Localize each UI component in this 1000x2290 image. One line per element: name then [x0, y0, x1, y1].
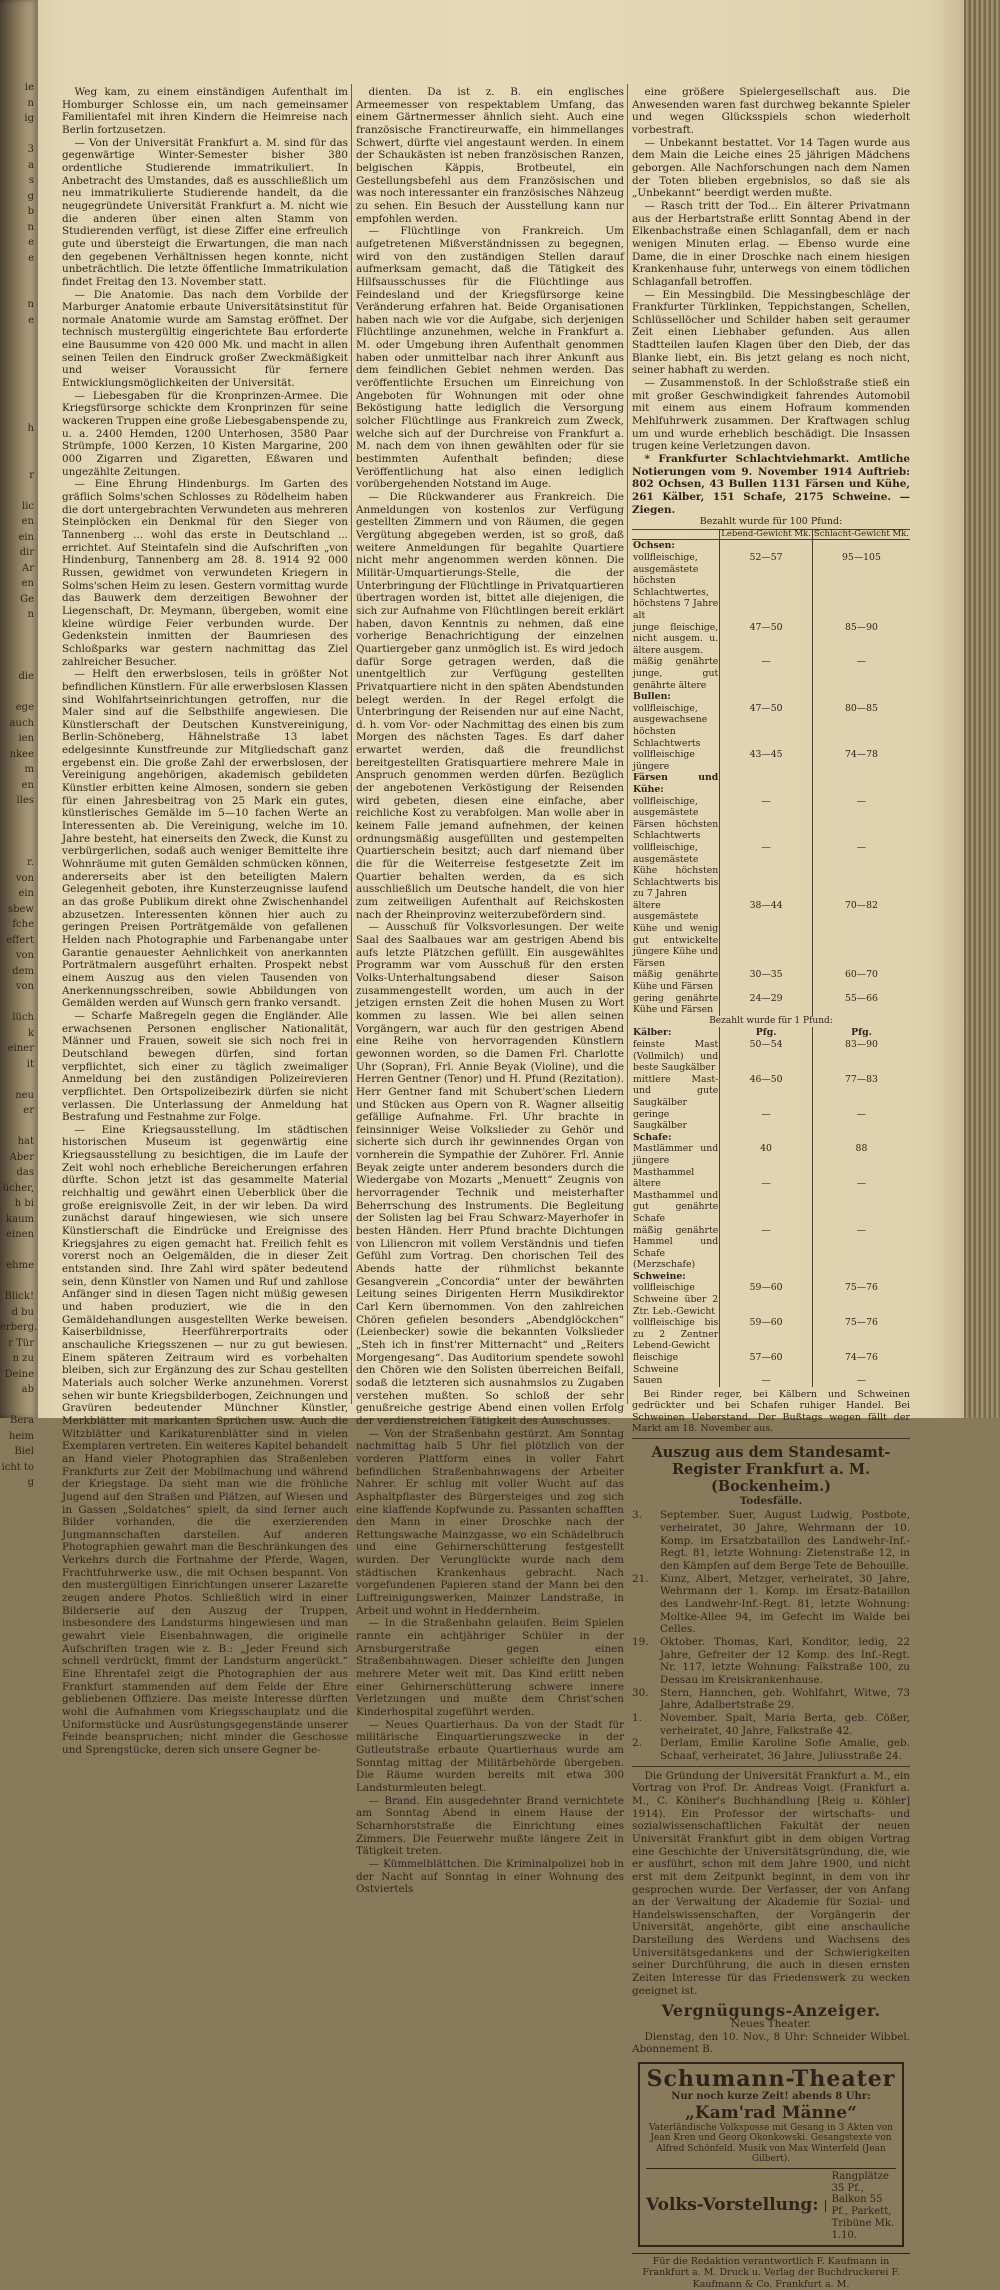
market-row: [632, 1074, 910, 1109]
ad-price-row: [646, 2168, 896, 2242]
slaughter-weight-price: —: [812, 1109, 910, 1132]
live-weight-price: 43—45: [720, 749, 813, 772]
entry-number: 30.: [632, 1686, 649, 1699]
fragment-line: [0, 344, 34, 360]
market-row: [632, 1016, 910, 1028]
article-paragraph: — Kümmelblättchen. Die Kriminalpolizei hob in der Nacht auf Sonntag in einer Wohnung des Ostviertels: [356, 1857, 624, 1896]
fragment-line: h: [27, 423, 34, 434]
theater-program: Dienstag, den 10. Nov., 8 Uhr: Schneider Wibbel. Abonnement B.: [632, 2030, 910, 2056]
market-row-label: vollfleischige jüngere: [633, 749, 695, 772]
live-weight-price: 40: [720, 1143, 813, 1178]
fragment-line: r.: [27, 857, 34, 868]
live-weight-price: 38—44: [720, 900, 813, 970]
live-weight-price: 30—35: [720, 969, 813, 992]
market-row: [632, 552, 910, 622]
market-row-label: Mastlämmer und jüngere Masthammel: [633, 1143, 719, 1178]
fragment-line: lles: [16, 795, 34, 806]
entry-text: Derlam, Emilie Karoline Sofie Amalie, geb. Schaaf, verheiratet, 36 Jahre, Juliusstraße 24.: [660, 1737, 910, 1762]
fragment-line: [0, 266, 34, 282]
market-row-label: ältere ausgemästete Kühe und wenig gut entwickelte jüngere Kühe und Färsen: [633, 899, 719, 969]
fragment-line: [0, 1072, 34, 1088]
slaughter-weight-price: 74—78: [812, 749, 910, 772]
article-paragraph: — Flüchtlinge von Frankreich. Um aufgetretenen Mißverständnissen zu begegnen, wird von den zuständigen Stellen darauf aufmerksam gemacht, daß die Tätigkeit des Hilfsausschusses für die Flüchtlinge aus Feindesland und der Kriegsfürsorge keine Veränderung erfahren hat. Beide Organisationen haben nach wie vor die Aufgabe, sich derjenigen Flüchtlinge anzunehmen, welche in Frankfurt a. M. oder Umgebung ihren Aufenthalt genommen haben oder unmittelbar nach ihrer Ankunft aus dem feindlichen Gebiet nehmen werden. Das veröffentlichte Ersuchen um Einreichung von Angeboten für Wohnungen mit oder ohne Beköstigung hatte lediglich die Versorgung solcher Flüchtlinge aus Frankreich zum Zweck, welche sich auf der Durchreise von Frankfurt a. M. nach dem von ihnen gewählten oder für sie bestimmten Aufenthalt befinden; diese Veröffentlichung hat also einen lediglich vorübergehenden Notstand im Auge.: [356, 225, 624, 491]
fragment-line: d bu: [11, 1306, 34, 1318]
fragment-line: [0, 359, 34, 375]
market-row: [632, 993, 910, 1016]
fragment-line: die: [18, 671, 34, 682]
column-rule: [627, 84, 628, 1404]
fragment-line: n: [27, 609, 34, 620]
article-paragraph: — Die Rückwanderer aus Frankreich. Die Anmeldungen von kostenlos zur Verfügung gestellten Zimmern und von Räumen, die gegen Vergütung abgegeben werden, ist so groß, daß weitere Anmeldungen für begahlte Quartiere nicht mehr angenommen werden können. Die Militär-Umquartierungs-Stelle, die der Unterbringung der Flüchtlinge in Privatquartieren übertragen worden ist, bittet alle diejenigen, die sich zur Aufnahme von Flüchtlingen bereit erklärt haben, davon Kenntnis zu nehmen, daß eine vorherige Benachrichtigung der einzelnen Quartiergeber ganz unmöglich ist. Es wird jedoch dafür Sorge getragen werden, daß die unentgeltlich zur Verfügung gestellten Privatquartiere nicht in den späten Abendstunden belegt werden. In der Regel erfolgt die Unterbringung der Reisenden nur auf eine Nacht, d. h. vom Vor- oder Nachmittag des einen bis zum Morgen des nächsten Tages. Es darf daher erwartet werden, daß die freundlichst bereitgestellten Gratisquartiere mehrere Male in Anspruch genommen werden dürfen. Bezüglich der angebotenen Verköstigung der Reisenden wird gebeten, diesen eine einfache, aber reichliche Kost zu verabfolgen. Man wolle aber in keinem Falle jemand aufnehmen, der keinen ordnungsmäßig ausgefüllten und gestempelten Quartierschein besitzt; auch darf niemand über die für die Weiterreise festgesetzte Zeit im Quartier behalten werden, da es sich ausschließlich um Deutsche handelt, die von hier zum zeitweiligen Aufenthalt auf Reichskosten nach der Rheinprovinz weiterzubefördern sind.: [356, 491, 624, 921]
fragment-line: [0, 623, 34, 639]
fragment-line: [0, 282, 34, 298]
fragment-line: er: [23, 1105, 34, 1116]
live-weight-price: —: [720, 1375, 813, 1387]
slaughter-weight-price: [812, 772, 910, 795]
slaughter-weight-price: 55—66: [812, 993, 910, 1016]
death-entry: [632, 1509, 910, 1572]
market-row: [632, 691, 910, 703]
fragment-line: ücher,: [2, 1182, 34, 1194]
fragment-line: nkee: [9, 748, 34, 760]
header-live-weight: Lebend-Gewicht Mk.: [721, 528, 811, 539]
market-row-label: fleischige Schweine: [633, 1352, 679, 1375]
slaughter-weight-price: 77—83: [812, 1074, 910, 1109]
market-row-label: ältere Masthammel und gut genährte Schafe: [633, 1178, 719, 1224]
fragment-line: n zu: [12, 1353, 34, 1364]
university-book-note: Die Gründung der Universität Frankfurt a. M., ein Vortrag von Prof. Dr. Andreas Voigt. (Frankfurt a. M., C. Köniher's Buchhandlung [Reig u. Köhler] 1914). Ein Professor der wirtschafts- und sozialwissenschaftlichen Fakultät der neuen Universität Frankfurt gibt in dem obigen Vortrag eine Geschichte der Universitätsgründung, die, wie er ausführt, schon mit dem Jahre 1900, und nicht erst mit dem Zeitpunkt beginnt, in dem von ihr gesprochen wurde. Der Verfasser, der von Anfang an der Verwaltung der Akademie für Sozial- und Handelswissenschaften, der Vorgängerin der Universität, angehörte, gibt eine anschauliche Darstellung des Werdens und Wachsens des Universitätsgedankens und der Schwierigkeiten seiner Durchführung, die auch in diesen ernsten Zeiten Interesse für das Friedenswerk zu wecken geeignet ist.: [632, 1769, 910, 1997]
entry-text: September. Suer, August Ludwig, Postbote, verheiratet, 30 Jahre, Wehrmann der 10. Komp. im Ersatzbataillon des Landwehr-Inf.-Regt. 81, letzte Wohnung: Zietenstraße 12, in den Kämpfen auf dem Berge Tete de Behouille.: [660, 1509, 910, 1573]
fragment-line: Biel: [14, 1446, 34, 1457]
fragment-line: [0, 1243, 34, 1259]
fragment-line: n: [27, 221, 34, 233]
fragment-line: dem: [12, 965, 34, 977]
slaughter-weight-price: 74—76: [812, 1352, 910, 1375]
fragment-line: das: [16, 1167, 34, 1178]
market-row: [632, 842, 910, 900]
market-row-label: mäßig genährte Hammel und Schafe (Merzschafe): [633, 1224, 719, 1271]
market-row-label: vollfleischige, ausgemästete höchsten Schlachtwertes, höchstens 7 Jahre alt: [633, 552, 719, 622]
fragment-line: lüch: [12, 1012, 34, 1023]
fragment-line: Aber: [9, 1151, 34, 1163]
market-row: [632, 1225, 910, 1271]
article-paragraph: — Von der Straßenbahn gestürzt. Am Sonntag nachmittag halb 5 Uhr fiel plötzlich von der vorderen Plattform eines in voller Fahrt befindlichen Straßenbahnwagens der Arbeiter Nahrer. Er schlug mit voller Wucht auf das Asphaltpflaster des Bürgersteiges und zog sich eine klaffende Kopfwunde zu. Passanten schafften den Mann in einer Droschke nach der Rettungswache Mainzgasse, wo ein Schädelbruch und eine Gehirnerschütterung festgestellt wurden. Der Verunglückte wurde nach dem städtischen Krankenhaus gebracht. Nach vorgefundenen Papieren stand der Mann bei den Luftreinigungswerken, Mainzer Landstraße, in Arbeit und wohnt in Heddernheim.: [356, 1427, 624, 1617]
live-weight-price: 52—57: [720, 552, 813, 622]
fragment-line: Ar: [21, 562, 34, 574]
column-rule: [351, 84, 352, 1404]
article-paragraph: — Ausschuß für Volksvorlesungen. Der weite Saal des Saalbaues war am gestrigen Abend bis aufs letzte Plätzchen gefüllt. Ein ausgewähltes Programm war vom Ausschuß für den ersten Volks-Unterhaltungsabend dieser Saison zusammengestellt worden, um auch in der jetzigen ernsten Zeit die hohen Musen zu Wort kommen zu lassen. Wie bei allen seinen Vorgängern, war auch für den gestrigen Abend eine Reihe von hervorragenden Künstlern gewonnen worden, so die Damen Frl. Charlotte Uhr (Sopran), Frl. Annie Beyak (Violine), und die Herren Gentner (Tenor) und H. Pfund (Rezitation). Herr Gentner fand mit Schubert'schen Liedern und Stücken aus Opern von R. Wagner allseitig gefällige Aufnahme. Frl. Uhr brachte in feinsinniger Weise Volkslieder zu Gehör und sicherte sich durch ihr gewinnendes Organ von vornherein die Sympathie der Zuhörer. Frl. Annie Beyak zeigte unter anderem besonders durch die Wiedergabe von Mozarts „Menuett“ Zeugnis von hervorragender Technik und meisterhafter Beherrschung des Instruments. Die Begleitung der Solisten lag bei Frau Schwarz-Mayerhofer in besten Händen. Herr Pfund brachte Dichtungen von Liliencron mit vollem Verständnis und tiefen Gefühl zum Vortrag. Den chorischen Teil des Abends hatte der rühmlichst bekannte Gesangverein „Concordia“ unter der bewährten Leitung seines Dirigenten Herrn Musikdirektor Carl Kern übernommen. Von den zahlreichen Chören gefielen besonders „Abendglöckchen“ (Leienbecker) sowie die bekannten Volkslieder „Steh ich in finst'rer Mitternacht“ und „Reiters Morgengesang“. Das Auditorium spendete sowohl den Chören wie den Solisten überreichen Beifall, sodaß die letzteren sich ausnahmslos zu Zugaben verstehen mußten. So schloß der sehr genußreiche gestrige Abend einen vollen Erfolg der verdienstreichen Tätigkeit des Ausschusses.: [356, 921, 624, 1427]
fragment-line: b: [27, 206, 34, 217]
ad-play-title: „Kam'rad Männe“: [685, 2102, 857, 2123]
article-paragraph: — Helft den erwerbslosen, teils in größter Not befindlichen Künstlern. Für alle erwerbslosen Klassen sind Wohlfahrtseinrichtungen getroffen, nur die Maler sind auf die Selbsthilfe angewiesen. Die Künstlerschaft der Deutschen Kunstvereinigung, Berlin-Schöneberg, Hähnelstraße 13 labet edelgesinnte Kunstfreunde zur Mitgliedschaft ganz ergebenst ein. Die große Zahl der erwerbslosen, der Vereinigung angehörigen, akademisch gebildeten Künstler erbitten keine Almosen, sondern sie geben für einen Jahresbeitrag von 25 Mark ein gutes, künstlerisches Gemälde im 5—10 fachen Werte an Interessenten ab. Die Vereinigung, welche im 10. Jahre besteht, hat einerseits den Zweck, die Kunst zu verbürgerlichen, sodaß auch weniger Bemittelte ihre Wohnräume mit guten Gemälden schmücken können, andererseits aber ist den beteiligten Malern Gelegenheit geboten, ihre Kunsterzeugnisse laufend an das große Publikum direkt ohne Zwischenhandel abzusetzen. Interessenten können hier auch zu geringen Preisen Porträtgemälde von gefallenen Helden nach Photographie und Farbenangabe unter Garantie genauester Aehnlichkeit von anerkannten Porträtmalern ausgeführt erhalten. Prospekt nebst einem Auszug aus den vielen Tausenden von Anerkennungsschreiben, sowie Abbildungen von Gemälden werden auf Wunsch gern franko versandt.: [62, 668, 348, 1010]
fragment-line: a: [28, 159, 34, 171]
market-row: [632, 703, 910, 749]
fragment-line: ien: [18, 733, 34, 744]
fragment-line: [0, 685, 34, 701]
fragment-line: ege: [15, 702, 34, 713]
market-row-label: mittlere Mast- und gute Saugkälber: [633, 1073, 719, 1108]
previous-page-fragment: [0, 80, 38, 1488]
fragment-line: dir: [19, 547, 34, 558]
market-table-header: [632, 529, 910, 540]
slaughter-weight-price: 70—82: [812, 900, 910, 970]
amusements-title: Vergnügungs-Anzeiger.: [661, 2001, 881, 2021]
live-weight-price: 24—29: [720, 993, 813, 1016]
fragment-line: Bera: [9, 1415, 34, 1426]
market-row-label: Ochsen:: [633, 540, 675, 552]
fragment-line: k: [27, 1027, 34, 1039]
market-row: [632, 1282, 910, 1317]
market-row-label: Färsen und Kühe:: [633, 772, 719, 795]
slaughter-weight-price: 85—90: [812, 622, 910, 657]
slaughter-weight-price: 75—76: [812, 1317, 910, 1352]
fragment-line: s: [28, 175, 34, 186]
live-weight-price: 59—60: [720, 1282, 813, 1317]
entry-text: Stern, Hannchen, geb. Wohlfahrt, Witwe, 73 Jahre, Adalbertstraße 29.: [660, 1686, 910, 1712]
ad-title: Schumann-Theater: [646, 2066, 896, 2093]
fragment-line: e: [28, 314, 34, 326]
fragment-line: ie: [24, 82, 34, 93]
live-weight-price: —: [720, 656, 813, 691]
registry-title: Auszug aus dem Standesamt-Register Frankfurt a. M. (Bockenheim.): [651, 1443, 891, 1495]
market-row: [632, 969, 910, 992]
live-weight-price: —: [720, 796, 813, 842]
fragment-line: [0, 840, 34, 856]
schumann-theater-ad: [638, 2062, 904, 2247]
fragment-line: von: [15, 872, 34, 884]
article-paragraph: — Zusammenstoß. In der Schloßstraße stieß ein mit großer Geschwindigkeit fahrendes Automobil mit einem aus einem Hofraum kommenden Mehlfuhrwerk zusammen. Der Kraftwagen schlug um und wurde erheblich beschädigt. Die Insassen trugen keine Verletzungen davon.: [632, 377, 910, 453]
fragment-line: erberg.: [0, 1322, 38, 1333]
fragment-line: ein: [18, 888, 34, 899]
fragment-line: sbew: [7, 903, 34, 915]
market-row: [632, 1132, 910, 1144]
header-slaughter-weight: Schlacht-Gewicht Mk.: [813, 528, 909, 539]
death-entry: [632, 1573, 910, 1636]
fragment-line: e: [28, 252, 34, 264]
fragment-line: [0, 1398, 34, 1414]
fragment-line: [0, 824, 34, 840]
fragment-line: en: [21, 578, 34, 589]
market-row-label: Sauen: [633, 1375, 663, 1387]
market-row: [632, 1109, 910, 1132]
entry-text: Oktober. Thomas, Karl, Konditor, ledig, 22 Jahre, Gefreiter der 12 Komp. des Inf.-Regt. Nr. 117, letzte Wohnung: Falkstraße 100, zu Dessau im Kreiskrankenhause.: [660, 1636, 910, 1686]
fragment-line: einer: [7, 1043, 34, 1054]
fragment-line: it: [26, 1058, 34, 1070]
fragment-line: effert: [6, 934, 34, 946]
fragment-line: lic: [22, 500, 34, 512]
fragment-line: ehme: [6, 1260, 34, 1271]
slaughter-weight-price: —: [812, 842, 910, 900]
fragment-line: [0, 1274, 34, 1290]
theater-name: Neues Theater.: [730, 2018, 812, 2031]
registry-list: [632, 1509, 910, 1762]
slaughter-weight-price: [812, 1132, 910, 1144]
imprint: Für die Redaktion verantwortlich F. Kaufmann in Frankfurt a. M. Druck u. Verlag der Buchdruckerei F. Kaufmann & Co. Frankfurt a. M.: [632, 2253, 910, 2290]
fragment-line: [0, 375, 34, 391]
death-entry: [632, 1687, 910, 1712]
column-2: [356, 86, 624, 1896]
fragment-line: icht to: [1, 1461, 34, 1473]
entry-text: Kunz, Albert, Metzger, verheiratet, 30 Jahre, Wehrmann der 1. Komp. im Ersatz-Bataillon des Landwehr-Inf.-Regt. 81, letzte Wohnung: Moltke-Allee 94, im Gefecht im Walde bei Celles.: [660, 1572, 910, 1636]
divider: [632, 1766, 910, 1767]
fragment-line: heim: [8, 1430, 34, 1442]
article-paragraph: — Neues Quartierhaus. Da von der Stadt für militärische Einquartierungszwecke in der Gutleutstraße erbaute Quartierhaus wurde am Sonntag mittag der Militärbehörde übergeben. Die Räume wurden bereits mit etwa 300 Landsturmleuten belegt.: [356, 1718, 624, 1794]
market-row: [632, 1352, 910, 1375]
fragment-line: g: [27, 1477, 34, 1488]
column-3: [632, 86, 910, 2290]
market-row-label: vollfleischige, ausgemästete Färsen höchsten Schlachtwerts: [633, 795, 719, 842]
ad-tagline: Nur noch kurze Zeit! abends 8 Uhr:: [671, 2091, 871, 2103]
market-row: [632, 796, 910, 842]
slaughter-weight-price: 60—70: [812, 969, 910, 992]
ad-description: Vaterländische Volksposse mit Gesang in 3 Akten von Jean Kren und Georg Okonkowski. Gesangstexte von Alfred Schönfeld. Musik von Max Winterfeld (Jean Gilbert).: [648, 2122, 894, 2165]
fragment-line: Deine: [4, 1368, 34, 1380]
slaughter-weight-price: —: [812, 656, 910, 691]
fragment-line: neu: [15, 1089, 34, 1101]
market-row: [632, 1143, 910, 1178]
slaughter-weight-price: [812, 540, 910, 552]
market-row-label: vollfleischige, ausgewachsene höchsten Schlachtwerts: [633, 702, 708, 749]
article-paragraph: — Brand. Ein ausgedehnter Brand vernichtete am Sonntag Abend in einem Hause der Scharnhorststraße die Einrichtung eines Zimmers. Die Feuerwehr mußte längere Zeit in Tätigkeit treten.: [356, 1794, 624, 1858]
live-weight-price: [720, 1132, 813, 1144]
fragment-line: ab: [21, 1384, 34, 1395]
market-row-label: geringe Saugkälber: [633, 1108, 687, 1132]
page-edge: [964, 0, 1000, 1418]
live-weight-price: Pfg.: [720, 1027, 813, 1039]
slaughter-weight-price: [812, 691, 910, 703]
fragment-line: en: [21, 516, 34, 527]
live-weight-price: 57—60: [720, 1352, 813, 1375]
live-weight-price: —: [720, 1178, 813, 1224]
live-weight-price: 47—50: [720, 703, 813, 749]
fragment-line: en: [21, 779, 34, 791]
market-row-label: vollfleischige Schweine über 2 Ztr. Leb.-Gewicht: [633, 1282, 719, 1317]
slaughter-weight-price: —: [812, 1375, 910, 1387]
market-row-label: feinste Mast (Vollmilch) und beste Saugkälber: [633, 1039, 719, 1074]
fragment-line: ig: [24, 113, 34, 124]
live-weight-price: [720, 1271, 813, 1283]
local-news-list: [632, 86, 910, 453]
article-paragraph: Weg kam, zu einem einständigen Aufenthalt im Homburger Schlosse ein, um nach gemeinsamer Familientafel mit ihren Kindern die Heimreise nach Berlin fortzusetzen.: [62, 86, 348, 136]
article-paragraph: — Eine Ehrung Hindenburgs. Im Garten des gräflich Solms'schen Schlosses zu Rödelheim haben die dort untergebrachten Verwundeten aus mehreren Steinplöcken ein Denkmal für den Sieger von Tannenberg ... wohl das erste in Deutschland ... errichtet. Auf Steintafeln sind die Aufschriften „von Hindenburg, Tannenberg am 28. 8. 1914 92 000 Russen, gewidmet von verwundeten Kriegern in Solms'schen Heim zu lesen. Gestern vormittag wurde das Bauwerk dem derzeitigen Bewohner der Liegenschaft, Dr. Meymann, übergeben, womit eine kleine würdige Feier verbunden wurde. Der Gedenkstein inmitten der Baumriesen des Schloßparks war gestern nachmittag das Ziel zahlreicher Besucher.: [62, 478, 348, 668]
entry-number: 19.: [632, 1636, 649, 1649]
market-row-label: Bullen:: [633, 691, 671, 703]
entry-text: November. Spalt, Maria Berta, geb. Cößer, verheiratet, 40 Jahre, Falkstraße 42.: [660, 1711, 910, 1737]
registry-subtitle: Todesfälle.: [739, 1494, 803, 1507]
death-entry: [632, 1712, 910, 1737]
article-paragraph: — Eine Kriegsausstellung. Im städtischen historischen Museum ist gegenwärtig eine Kriegsausstellung zu besichtigen, die im Laufe der Zeit wohl noch erhebliche Bereicherungen erfahren dürfte. Schon jetzt ist das gesammelte Material reichhaltig und gewährt einen Ueberblick über die große ereignisvolle Zeit, in der wir leben. Da wird zunächst darauf hingewiesen, wie sich unsere Künstlerschaft die Eindrücke und Ereignisse des Kriegsjahres zu eigen gemacht hat. Freilich fehlt es vorerst noch an Oelgemälden, die in dieser Zeit entstanden sind. Ihre Zahl wird später bedeutend sein, denn Künstler von Namen und Ruf und zahllose Anfänger sind in diesen Tagen nicht müßig gewesen und haben produziert, wie die in den Gemäldehandlungen ausgestellten Werke beweisen. Kaiserbildnisse, Heerführerportraits oder anschauliche Kriegsszenen — nur zu gut bewiesen. Einem späteren Zeitraum wird es vorbehalten bleiben, sich zur Ergänzung des zur Schau gestellten Materials auch solcher Werke anzunehmen. Vorerst sehen wir bunte Kriegsbilderbogen, Zeichnungen und Gravüren bedeutender Münchner Künstler, Merkblätter mit markanten Sprüchen usw. Auch die Witzblätter und Karikaturenblätter sind in vielen Exemplaren vertreten. Ein weiteres Kapitel behandelt an Hand vieler Photographien das Straßenleben Frankfurts zur Zeit der Mobilmachung und während der Kriegstage. Da sieht man wie die fröhliche Jugend auf den Straßen und Plätzen, auf Wiesen und in Gassen „Soldatches“ spielt, da sind ferner auch Bilder vorhanden, die die exerzierenden Jungmannschaften darstellen. Auf anderen Photographien gewahrt man die Beschränkungen des Verkehrs durch die Fortnahme der Pferde, Wagen, Frachtfuhrwerke usw., die mit Ochsen bespannt. Von den mustergültigen Einrichtungen unserer Lazarette zeugen andere Photos. Schließlich wird in einer Bilderserie auf den Auszug der Truppen, insbesondere des Landsturms hingewiesen und man gewahrt viele Eisenbahnwagen, die originelle Aufschriften tragen wie z. B.: „Jeder Freund sich schnell verdrückt, fimmt der Landsturm angerückt.“ Eine Ehrentafel zeigt die Photographien der aus Frankfurt stammenden auf dem Felde der Ehre gebliebenen Offiziere. Das meiste Interesse dürften wohl die Aufnahmen vom Kriegsschauplatz und die Uniformstücke und Ausrüstungsgegenstände unserer Feinde beanspruchen; nicht minder die Geschosse und Sprengstücke, deren sich unsere Gegner be-: [62, 1123, 348, 1756]
fragment-line: r Tür: [8, 1337, 34, 1349]
slaughter-weight-price: —: [812, 1178, 910, 1224]
fragment-line: [0, 638, 34, 654]
market-row-label: Kälber:: [633, 1027, 672, 1039]
market-title: * Frankfurter Schlachtviehmarkt. Amtliche Notierungen vom 9. November 1914 Auftrieb: 802 Ochsen, 43 Bullen 1131 Färsen und Kühe, 261 Kälber, 151 Schafe, 2175 Schweine. — Ziegen.: [632, 453, 910, 516]
fragment-line: h bi: [14, 1198, 34, 1209]
fragment-line: [0, 1119, 34, 1135]
market-row-label: Schweine:: [633, 1270, 686, 1282]
fragment-line: e: [28, 237, 34, 248]
fragment-line: hat: [17, 1136, 34, 1147]
fragment-line: [0, 390, 34, 406]
entry-number: 1.: [632, 1711, 642, 1724]
fragment-line: [0, 654, 34, 670]
divider: [632, 1438, 910, 1439]
article-paragraph: eine größere Spielergesellschaft aus. Die Anwesenden waren fast durchweg bekannte Spieler und wegen Glücksspiels schon wiederholt vorbestraft.: [632, 86, 910, 136]
live-weight-price: —: [720, 842, 813, 900]
market-row-label: vollfleischige, ausgemästete Kühe höchsten Schlachtwerts bis zu 7 Jahren: [633, 841, 719, 900]
market-row: [632, 1271, 910, 1283]
slaughter-weight-price: —: [812, 796, 910, 842]
article-paragraph: — Von der Universität Frankfurt a. M. sind für das gegenwärtige Winter-Semester bisher 380 ordentliche Studierende immatrikuliert. In Anbetracht des Umstandes, daß es ausschließlich um neu immatrikulierte Studierende handelt, da die neugegründete Universität Frankfurt a. M. nicht wie die anderen über einen alten Stamm von Studierenden verfügt, ist diese Ziffer eine erfreulich gute und übersteigt die Erwartungen, die man nach den gegebenen Verhältnissen hegen konnte, nicht unbeträchtlich. Die letzte öffentliche Immatrikulation findet Freitag den 13. November statt.: [62, 136, 348, 288]
market-row-label: mäßig genährte Kühe und Färsen: [633, 969, 719, 993]
fragment-line: [0, 127, 34, 143]
fragment-line: ein: [18, 531, 34, 543]
fragment-line: kaum: [6, 1213, 34, 1225]
market-paid-note: Bezahlt wurde für 100 Pfund:: [699, 516, 843, 528]
slaughter-weight-price: 88: [812, 1143, 910, 1178]
market-row: [632, 772, 910, 795]
market-row-label: Schafe:: [633, 1131, 672, 1143]
live-weight-price: 50—54: [720, 1039, 813, 1074]
death-entry: [632, 1737, 910, 1762]
fragment-line: von: [15, 950, 34, 961]
article-paragraph: — Die Anatomie. Das nach dem Vorbilde der Marburger Anatomie erbaute Universitätsinstitut für normale Anatomie wurde am Samstag eröffnet. Der technisch mustergültig eingerichtete Bau erforderte eine Bausumme von 420 000 Mk. und macht in allen seinen Teilen den Eindruck großer Zweckmäßigkeit und weiser Voraussicht für fernere Entwicklungsmöglichkeiten der Universität.: [62, 288, 348, 390]
market-row: [632, 749, 910, 772]
market-row: [632, 900, 910, 970]
fragment-line: Ge: [20, 593, 34, 605]
market-row-label: Bezahlt wurde für 1 Pfund:: [709, 1015, 833, 1026]
fragment-line: [0, 452, 34, 468]
fragment-line: [0, 406, 34, 422]
market-row-label: gering genährte Kühe und Färsen: [633, 992, 719, 1016]
slaughter-weight-price: 75—76: [812, 1282, 910, 1317]
market-row-label: vollfleischige bis zu 2 Zentner Lebend-Gewicht: [633, 1317, 719, 1352]
fragment-line: m: [24, 764, 34, 775]
live-weight-price: 47—50: [720, 622, 813, 657]
market-row-label: mäßig genährte junge, gut genährte ältere: [633, 656, 719, 691]
slaughter-weight-price: Pfg.: [812, 1027, 910, 1039]
slaughter-weight-price: —: [812, 1225, 910, 1271]
fragment-line: Blick!: [4, 1291, 34, 1302]
article-paragraph: — In die Straßenbahn gelaufen. Beim Spielen rannte ein achtjähriger Schüler in der Arnsburgerstraße gegen einen Straßenbahnwagen. Dieser schleifte den Jungen mehrere Meter weit mit. Das Kind erlitt neben einer Gehirnerschütterung schwere innere Verletzungen und mußte dem Christ'schen Kinderhospital zugeführt werden.: [356, 1617, 624, 1718]
ad-volks-label: Volks-Vorstellung:: [646, 2200, 826, 2212]
fragment-line: auch: [9, 717, 34, 729]
fragment-line: [0, 809, 34, 825]
fragment-line: einen: [6, 1229, 34, 1240]
slaughter-weight-price: 80—85: [812, 703, 910, 749]
live-weight-price: —: [720, 1109, 813, 1132]
article-paragraph: — Unbekannt bestattet. Vor 14 Tagen wurde aus dem Main die Leiche eines 25 jährigen Mädchens geborgen. Alle Nachforschungen nach dem Namen der Toten blieben ergebnislos, so daß sie als „Unbekannt“ beerdigt werden mußte.: [632, 136, 910, 200]
fragment-line: [0, 437, 34, 453]
ad-prices: Rangplätze 35 Pf., Balkon 55 Pf., Parkett, Tribüne Mk. 1.10.: [831, 2170, 895, 2241]
live-weight-price: [720, 772, 813, 795]
market-row: [632, 1375, 910, 1387]
fragment-line: [0, 483, 34, 499]
entry-number: 3.: [632, 1509, 642, 1522]
market-footnote: Bei Rinder reger, bei Kälbern und Schweinen gedrückter und bei Schafen ruhiger Handel. Bei Schweinen Ueberstand. Der Bußtags wegen fällt der Markt am 18. November aus.: [632, 1388, 910, 1435]
market-row: [632, 656, 910, 691]
slaughter-weight-price: [812, 1271, 910, 1283]
fragment-line: fche: [12, 919, 34, 930]
slaughter-weight-price: 95—105: [812, 552, 910, 622]
market-table: [632, 529, 910, 1387]
fragment-line: von: [15, 981, 34, 992]
market-row: [632, 622, 910, 657]
fragment-line: g: [27, 190, 34, 202]
market-row: [632, 1039, 910, 1074]
article-paragraph: — Scharfe Maßregeln gegen die Engländer. Alle erwachsenen Personen englischer Nationalität, Männer und Frauen, soweit sie sich noch frei in Deutschland bewegen dürfen, sind fortan verpflichtet, sich einer zu täglich zweimaliger Anmeldung bei den zuständigen Polizeirevieren verpflichtet. Den Ortspolizeibezirk dürfen sie nicht verlassen. Die Unterlassung der Anmeldung hat Bestrafung und Festnahme zur Folge.: [62, 1009, 348, 1124]
fragment-line: n: [27, 97, 34, 109]
live-weight-price: —: [720, 1225, 813, 1271]
market-row: [632, 1317, 910, 1352]
market-row: [632, 540, 910, 552]
entry-number: 2.: [632, 1737, 642, 1750]
article-paragraph: — Rasch tritt der Tod... Ein älterer Privatmann aus der Herbartstraße erlitt Sonntag Abend in der Elkenbachstraße einen Schlaganfall, dem er nach wenigen Minuten erlag. — Ebenso wurde eine Dame, die in einer Droschke nach einem hiesigen Krankenhause fuhr, unterwegs von einem tödlichen Schlaganfall betroffen.: [632, 199, 910, 288]
column-1: [62, 86, 348, 1756]
market-row: [632, 1027, 910, 1039]
fragment-line: [0, 328, 34, 344]
fragment-line: r: [29, 469, 34, 481]
live-weight-price: [720, 691, 813, 703]
fragment-line: 3: [27, 144, 34, 155]
fragment-line: n: [27, 299, 34, 310]
fragment-line: [0, 995, 34, 1011]
article-paragraph: — Ein Messingbild. Die Messingbeschläge der Frankfurter Türklinken, Teppichstangen, Schellen, Schlüssellöcher und Schilder haben seit geraumer Zeit einen Liebhaber gefunden. Aus allen Stadtteilen laufen Klagen über den Dieb, der das Blanke liebt, ein. Bis jetzt gelang es noch nicht, seiner habhaft zu werden.: [632, 288, 910, 377]
article-paragraph: — Liebesgaben für die Kronprinzen-Armee. Die Kriegsfürsorge schickte dem Kronprinzen für seine wackeren Truppen eine große Liebesgabenspende zu, u. a. 2400 Hemden, 1200 Unterhosen, 3580 Paar Strümpfe, 1000 Kerzen, 10 Kisten Margarine, 200 000 Zigarren und Zigaretten, Eßwaren und ungezählte Zeitungen.: [62, 389, 348, 478]
death-entry: [632, 1636, 910, 1687]
entry-number: 21.: [632, 1572, 649, 1585]
live-weight-price: 59—60: [720, 1317, 813, 1352]
market-row: [632, 1178, 910, 1224]
live-weight-price: [720, 540, 813, 552]
market-row-label: junge fleischige, nicht ausgem. u. ältere ausgem.: [633, 621, 719, 656]
article-paragraph: dienten. Da ist z. B. ein englisches Armeemesser von respektablem Umfang, das einem Gärtnermesser ähnlich sieht. Auch eine französische Franctireurwaffe, ein himmellanges Schwert, dürfte viel angestaunt werden. In einem der Schaukästen ist neben französischen Ranzen, belgischen Käppis, Brotbeutel, ein Gestellungsbefehl aus dem Französischen und was noch interessanter ein französisches Nähzeug zu sehen. Ein Besuch der Ausstellung kann nur empfohlen werden.: [356, 86, 624, 225]
slaughter-weight-price: 83—90: [812, 1039, 910, 1074]
live-weight-price: 46—50: [720, 1074, 813, 1109]
